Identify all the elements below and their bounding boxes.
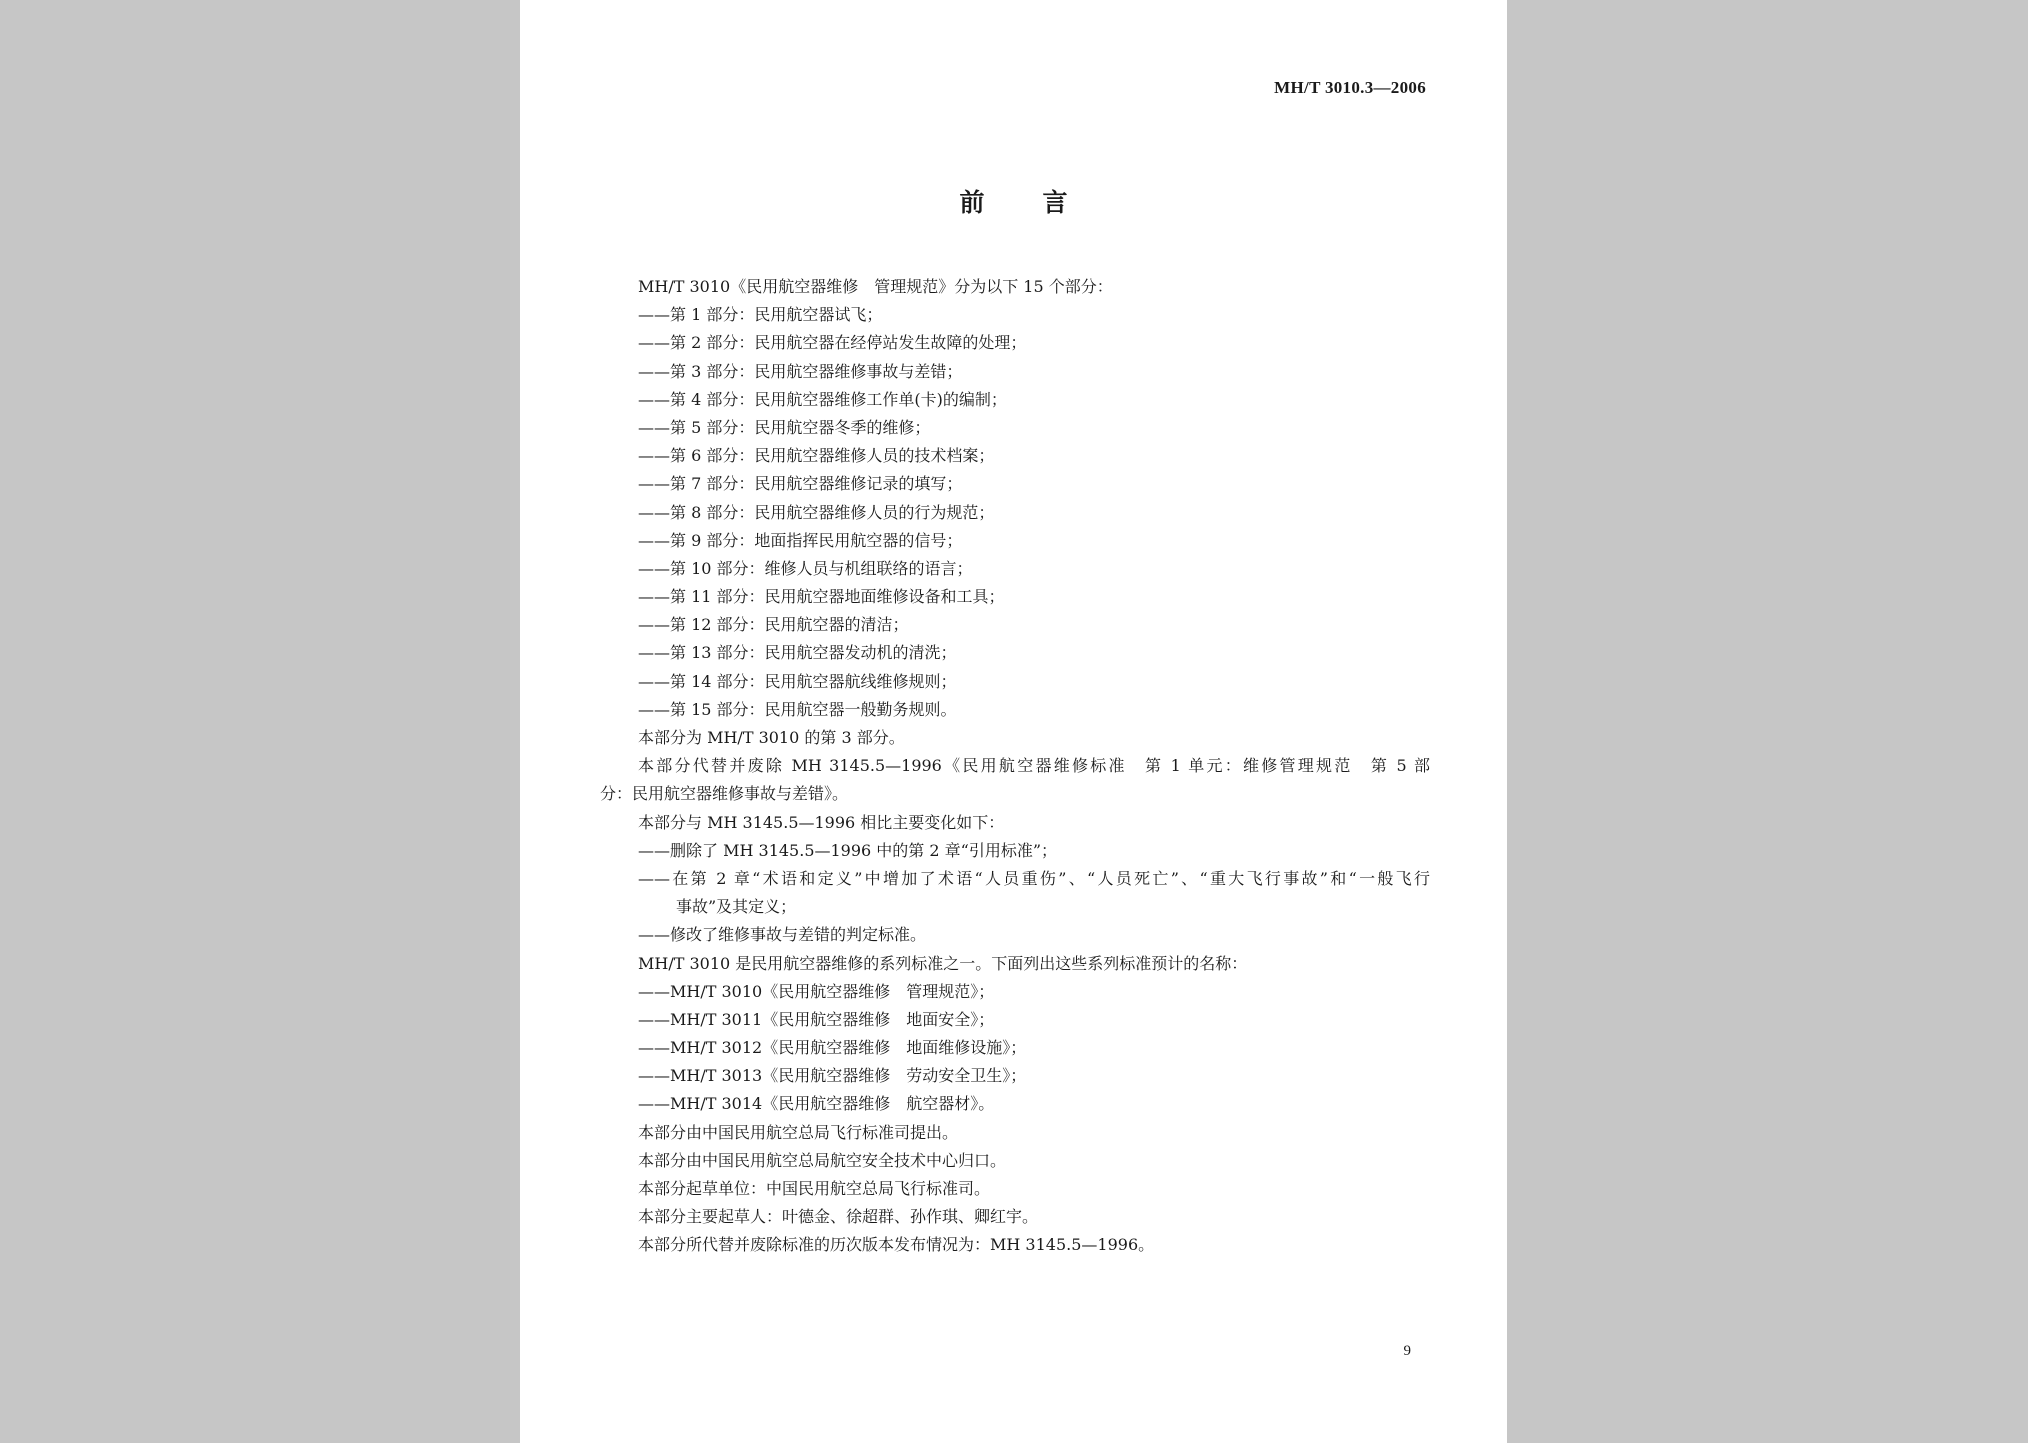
foreword-body <box>600 273 1430 1260</box>
document-page <box>520 0 1507 1443</box>
list-item: ——第 2 部分：民用航空器在经停站发生故障的处理； <box>638 333 1027 353</box>
list-item: ——MH/T 3014《民用航空器维修 航空器材》。 <box>638 1094 995 1114</box>
list-item: ——第 6 部分：民用航空器维修人员的技术档案； <box>638 446 995 466</box>
list-item: ——第 1 部分：民用航空器试飞； <box>638 305 883 325</box>
paragraph-line: 本部分代替并废除 MH 3145.5—1996《民用航空器维修标准 第 1 单元：维修管理规范 第 5 部 <box>638 756 1430 776</box>
list-item: ——MH/T 3011《民用航空器维修 地面安全》； <box>638 1009 995 1029</box>
list-item: ——第 15 部分：民用航空器一般勤务规则。 <box>638 699 957 719</box>
intro-line: MH/T 3010《民用航空器维修 管理规范》分为以下 15 个部分： <box>638 277 1113 296</box>
list-item: ——第 8 部分：民用航空器维修人员的行为规范； <box>638 502 995 522</box>
page-title: 前言 <box>959 188 1126 217</box>
paragraph-line: MH/T 3010 是民用航空器维修的系列标准之一。下面列出这些系列标准预计的名称： <box>638 953 1248 973</box>
list-item: ——第 9 部分：地面指挥民用航空器的信号； <box>638 530 963 550</box>
list-item-continuation: 事故”及其定义； <box>676 897 797 917</box>
standard-code: MH/T 3010.3—2006 <box>1274 78 1426 97</box>
paragraph-line: 本部分所代替并废除标准的历次版本发布情况为：MH 3145.5—1996。 <box>638 1235 1155 1255</box>
paragraph-line: 本部分由中国民用航空总局航空安全技术中心归口。 <box>638 1150 1007 1170</box>
list-item: ——第 12 部分：民用航空器的清洁； <box>638 615 909 635</box>
list-item: ——第 7 部分：民用航空器维修记录的填写； <box>638 474 963 494</box>
list-item: ——修改了维修事故与差错的判定标准。 <box>638 925 927 945</box>
list-item: ——第 14 部分：民用航空器航线维修规则； <box>638 671 957 691</box>
paragraph-line: 分：民用航空器维修事故与差错》。 <box>600 784 849 804</box>
paragraph-line: 本部分起草单位：中国民用航空总局飞行标准司。 <box>638 1179 991 1198</box>
page-number: 9 <box>1403 1343 1411 1359</box>
list-item: ——第 10 部分：维修人员与机组联络的语言； <box>638 558 973 578</box>
paragraph-line: 本部分与 MH 3145.5—1996 相比主要变化如下： <box>638 812 1005 832</box>
list-item: ——第 13 部分：民用航空器发动机的清洗； <box>638 643 957 663</box>
paragraph-line: 本部分由中国民用航空总局飞行标准司提出。 <box>638 1122 959 1142</box>
list-item: ——MH/T 3012《民用航空器维修 地面维修设施》； <box>638 1038 1027 1058</box>
paragraph-line: 本部分为 MH/T 3010 的第 3 部分。 <box>638 728 905 747</box>
list-item: ——第 3 部分：民用航空器维修事故与差错； <box>638 361 963 381</box>
list-item: ——第 4 部分：民用航空器维修工作单(卡)的编制； <box>638 389 1007 409</box>
list-item: ——第 11 部分：民用航空器地面维修设备和工具； <box>638 587 1005 607</box>
list-item: ——删除了 MH 3145.5—1996 中的第 2 章“引用标准”； <box>638 840 1058 860</box>
paragraph-line: 本部分主要起草人：叶德金、徐超群、孙作琪、卿红宇。 <box>638 1207 1039 1227</box>
list-item: ——在第 2 章“术语和定义”中增加了术语“人员重伤”、“人员死亡”、“重大飞行事故”和“一般飞行 <box>638 868 1430 888</box>
list-item: ——MH/T 3010《民用航空器维修 管理规范》； <box>638 981 995 1001</box>
list-item: ——第 5 部分：民用航空器冬季的维修； <box>638 417 931 437</box>
list-item: ——MH/T 3013《民用航空器维修 劳动安全卫生》； <box>638 1066 1027 1086</box>
